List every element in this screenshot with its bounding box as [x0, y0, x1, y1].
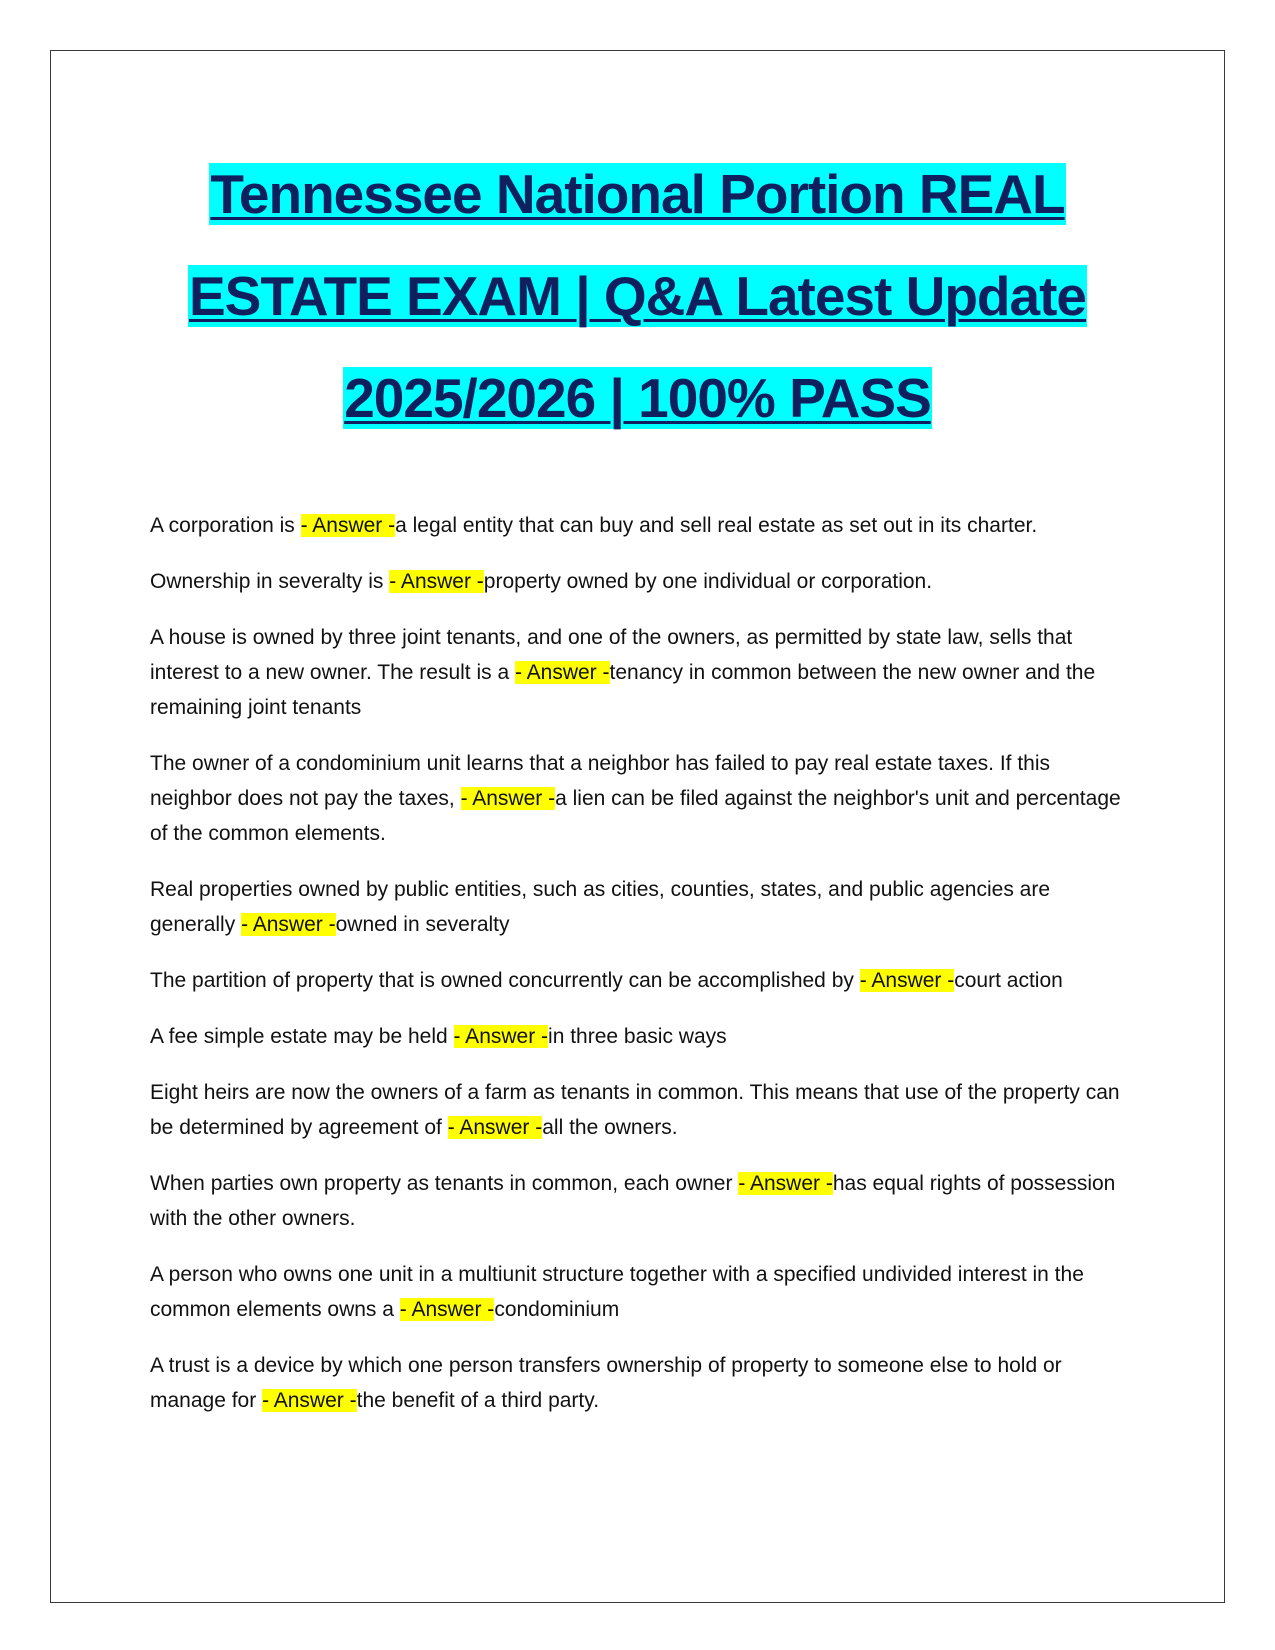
qa-item	[150, 620, 1135, 725]
answer-marker: - Answer -	[738, 1172, 833, 1195]
answer-marker: - Answer -	[514, 661, 610, 684]
answer-marker: - Answer -	[262, 1389, 357, 1412]
qa-item	[150, 1257, 1135, 1327]
answer-text: all the owners.	[542, 1116, 678, 1139]
answer-text: property owned by one individual or corporation.	[483, 570, 933, 593]
answer-text: owned in severalty	[335, 913, 510, 936]
question-text: The owner of a condominium unit learns that a neighbor has failed to pay real estate taxes. If this neighbor does not pay the taxes,	[150, 752, 1051, 810]
answer-marker: - Answer -	[241, 913, 336, 936]
question-text: Ownership in severalty is	[150, 570, 390, 593]
answer-text: in three basic ways	[548, 1025, 727, 1048]
answer-text: court action	[954, 969, 1063, 992]
question-text: When parties own property as tenants in common, each owner	[150, 1172, 739, 1195]
qa-item	[150, 1019, 1135, 1054]
question-text: Eight heirs are now the owners of a farm as tenants in common. This means that use of the property can be determined by agreement of	[150, 1081, 1120, 1139]
question-text: A corporation is	[150, 514, 301, 537]
answer-text: a legal entity that can buy and sell real estate as set out in its charter.	[395, 514, 1038, 537]
answer-marker: - Answer -	[399, 1298, 495, 1321]
answer-marker: - Answer -	[300, 514, 396, 537]
question-text: The partition of property that is owned concurrently can be accomplished by	[150, 969, 860, 992]
answer-marker: - Answer -	[859, 969, 955, 992]
qa-list	[150, 508, 1135, 1439]
qa-item	[150, 872, 1135, 942]
question-text: A trust is a device by which one person transfers ownership of property to someone else to hold or manage for	[150, 1354, 1062, 1412]
document-title	[60, 143, 1215, 449]
answer-text: tenancy in common between the new owner and the remaining joint tenants	[150, 661, 1096, 719]
title-line-1: Tennessee National Portion REAL	[210, 163, 1065, 225]
qa-item	[150, 1348, 1135, 1418]
answer-marker: - Answer -	[389, 570, 484, 593]
qa-item	[150, 746, 1135, 851]
qa-item	[150, 564, 1135, 599]
question-text: A house is owned by three joint tenants, and one of the owners, as permitted by state law, sells that interest to a new owner. The result is a	[150, 626, 1073, 684]
question-text: A person who owns one unit in a multiunit structure together with a specified undivided interest in the common elements owns a	[150, 1263, 1084, 1321]
answer-text: condominium	[494, 1298, 620, 1321]
qa-item	[150, 508, 1135, 543]
answer-marker: - Answer -	[447, 1116, 543, 1139]
title-line-2: ESTATE EXAM | Q&A Latest Update	[188, 265, 1087, 327]
question-text: Real properties owned by public entities, such as cities, counties, states, and public agencies are generally	[150, 878, 1051, 936]
answer-text: has equal rights of possession with the other owners.	[150, 1172, 1116, 1230]
answer-text: the benefit of a third party.	[356, 1389, 600, 1412]
answer-marker: - Answer -	[453, 1025, 549, 1048]
title-line-3: 2025/2026 | 100% PASS	[344, 367, 931, 429]
answer-marker: - Answer -	[460, 787, 556, 810]
qa-item	[150, 1075, 1135, 1145]
question-text: A fee simple estate may be held	[150, 1025, 454, 1048]
answer-text: a lien can be filed against the neighbor's unit and percentage of the common elements.	[150, 787, 1121, 845]
qa-item	[150, 963, 1135, 998]
qa-item	[150, 1166, 1135, 1236]
